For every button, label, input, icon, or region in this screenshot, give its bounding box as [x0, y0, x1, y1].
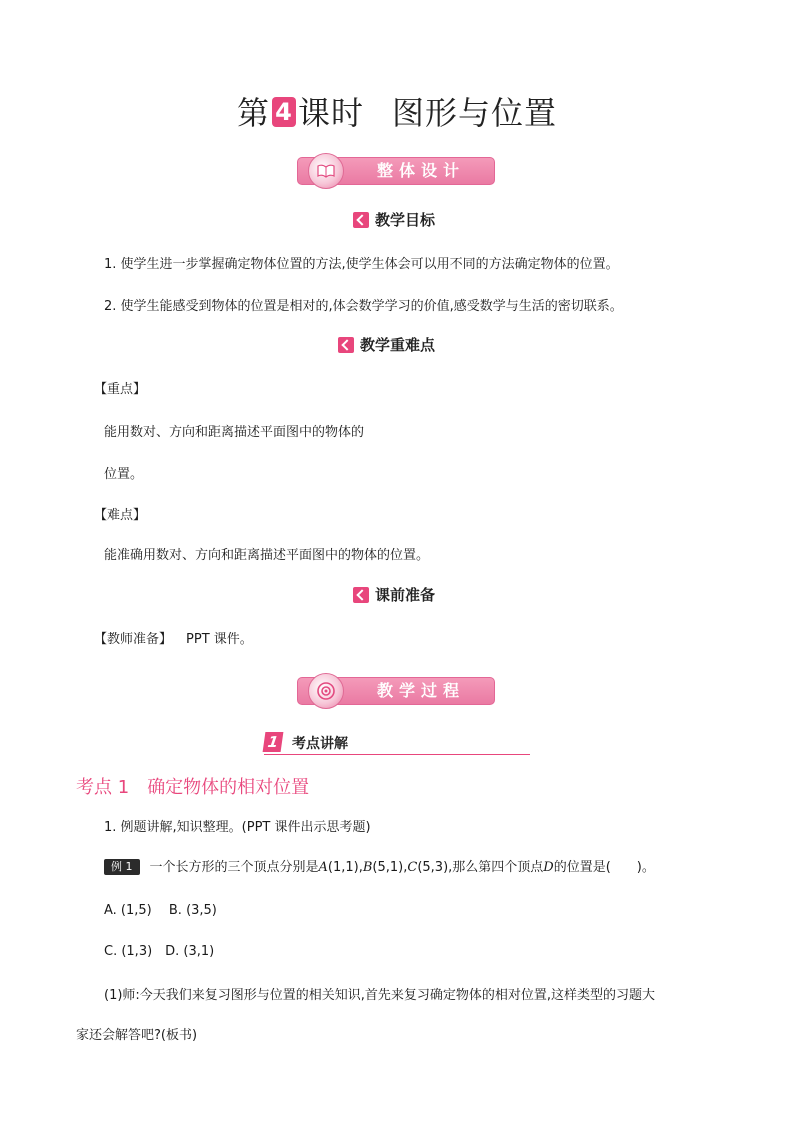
page-title — [0, 88, 794, 134]
title-topic: 图形与位置 — [392, 94, 558, 132]
example-label: 例 1 — [104, 859, 140, 875]
difficult-point-text: 能准确用数对、方向和距离描述平面图中的物体的位置。 — [104, 548, 430, 563]
title-suffix: 课时 — [297, 94, 364, 132]
teacher-text-line2: 家还会解答吧?(板书) — [76, 1028, 198, 1043]
example-1: 例 1 一个长方形的三个顶点分别是A(1,1),B(5,1),C(5,3),那么第四个顶点D的位置是( )。 — [104, 858, 655, 878]
section-number: 1 — [263, 732, 284, 752]
banner-teaching-process — [297, 677, 495, 705]
knowledge-point-label: 考点 1 — [76, 777, 130, 798]
key-point-text-line1: 能用数对、方向和距离描述平面图中的物体的 — [104, 425, 365, 440]
lesson-number-badge: 4 — [272, 97, 296, 127]
heading-preparation: 课前准备 — [353, 584, 435, 606]
heading-key-difficult: 教学重难点 — [338, 334, 435, 356]
key-point-label: 【重点】 — [94, 382, 147, 397]
section-header-exam-points — [264, 732, 530, 755]
goal-item-2: 2. 使学生能感受到物体的位置是相对的,体会数学学习的价值,感受数学与生活的密切联系。 — [104, 299, 623, 314]
heading-teaching-goals: 教学目标 — [353, 209, 435, 231]
teacher-prep-text: PPT 课件。 — [186, 632, 253, 647]
teacher-prep-label: 【教师准备】 — [94, 632, 173, 647]
banner-label: 教学过程 — [376, 681, 465, 700]
flag-icon — [353, 212, 369, 228]
difficult-point-label: 【难点】 — [94, 508, 147, 523]
flag-icon — [338, 337, 354, 353]
banner-overall-design — [297, 157, 495, 185]
teacher-text-line1: (1)师:今天我们来复习图形与位置的相关知识,首先来复习确定物体的相对位置,这样类型的习题大 — [104, 988, 656, 1003]
key-point-text-line2: 位置。 — [104, 467, 144, 482]
goal-item-1: 1. 使学生进一步掌握确定物体位置的方法,使学生体会可以用不同的方法确定物体的位置。 — [104, 257, 619, 272]
flag-icon — [353, 587, 369, 603]
section-title: 考点讲解 — [292, 736, 348, 752]
options-row-1: A. (1,5) B. (3,5) — [104, 903, 217, 918]
title-prefix: 第 — [236, 94, 270, 132]
book-icon — [308, 153, 344, 189]
knowledge-point-name: 确定物体的相对位置 — [147, 777, 310, 798]
options-row-2: C. (1,3) D. (3,1) — [104, 944, 215, 959]
banner-label: 整体设计 — [376, 161, 465, 180]
knowledge-point-title — [76, 773, 309, 799]
target-icon — [308, 673, 344, 709]
step-1-text: 1. 例题讲解,知识整理。(PPT 课件出示思考题) — [104, 820, 371, 835]
preparation-line — [94, 630, 253, 650]
